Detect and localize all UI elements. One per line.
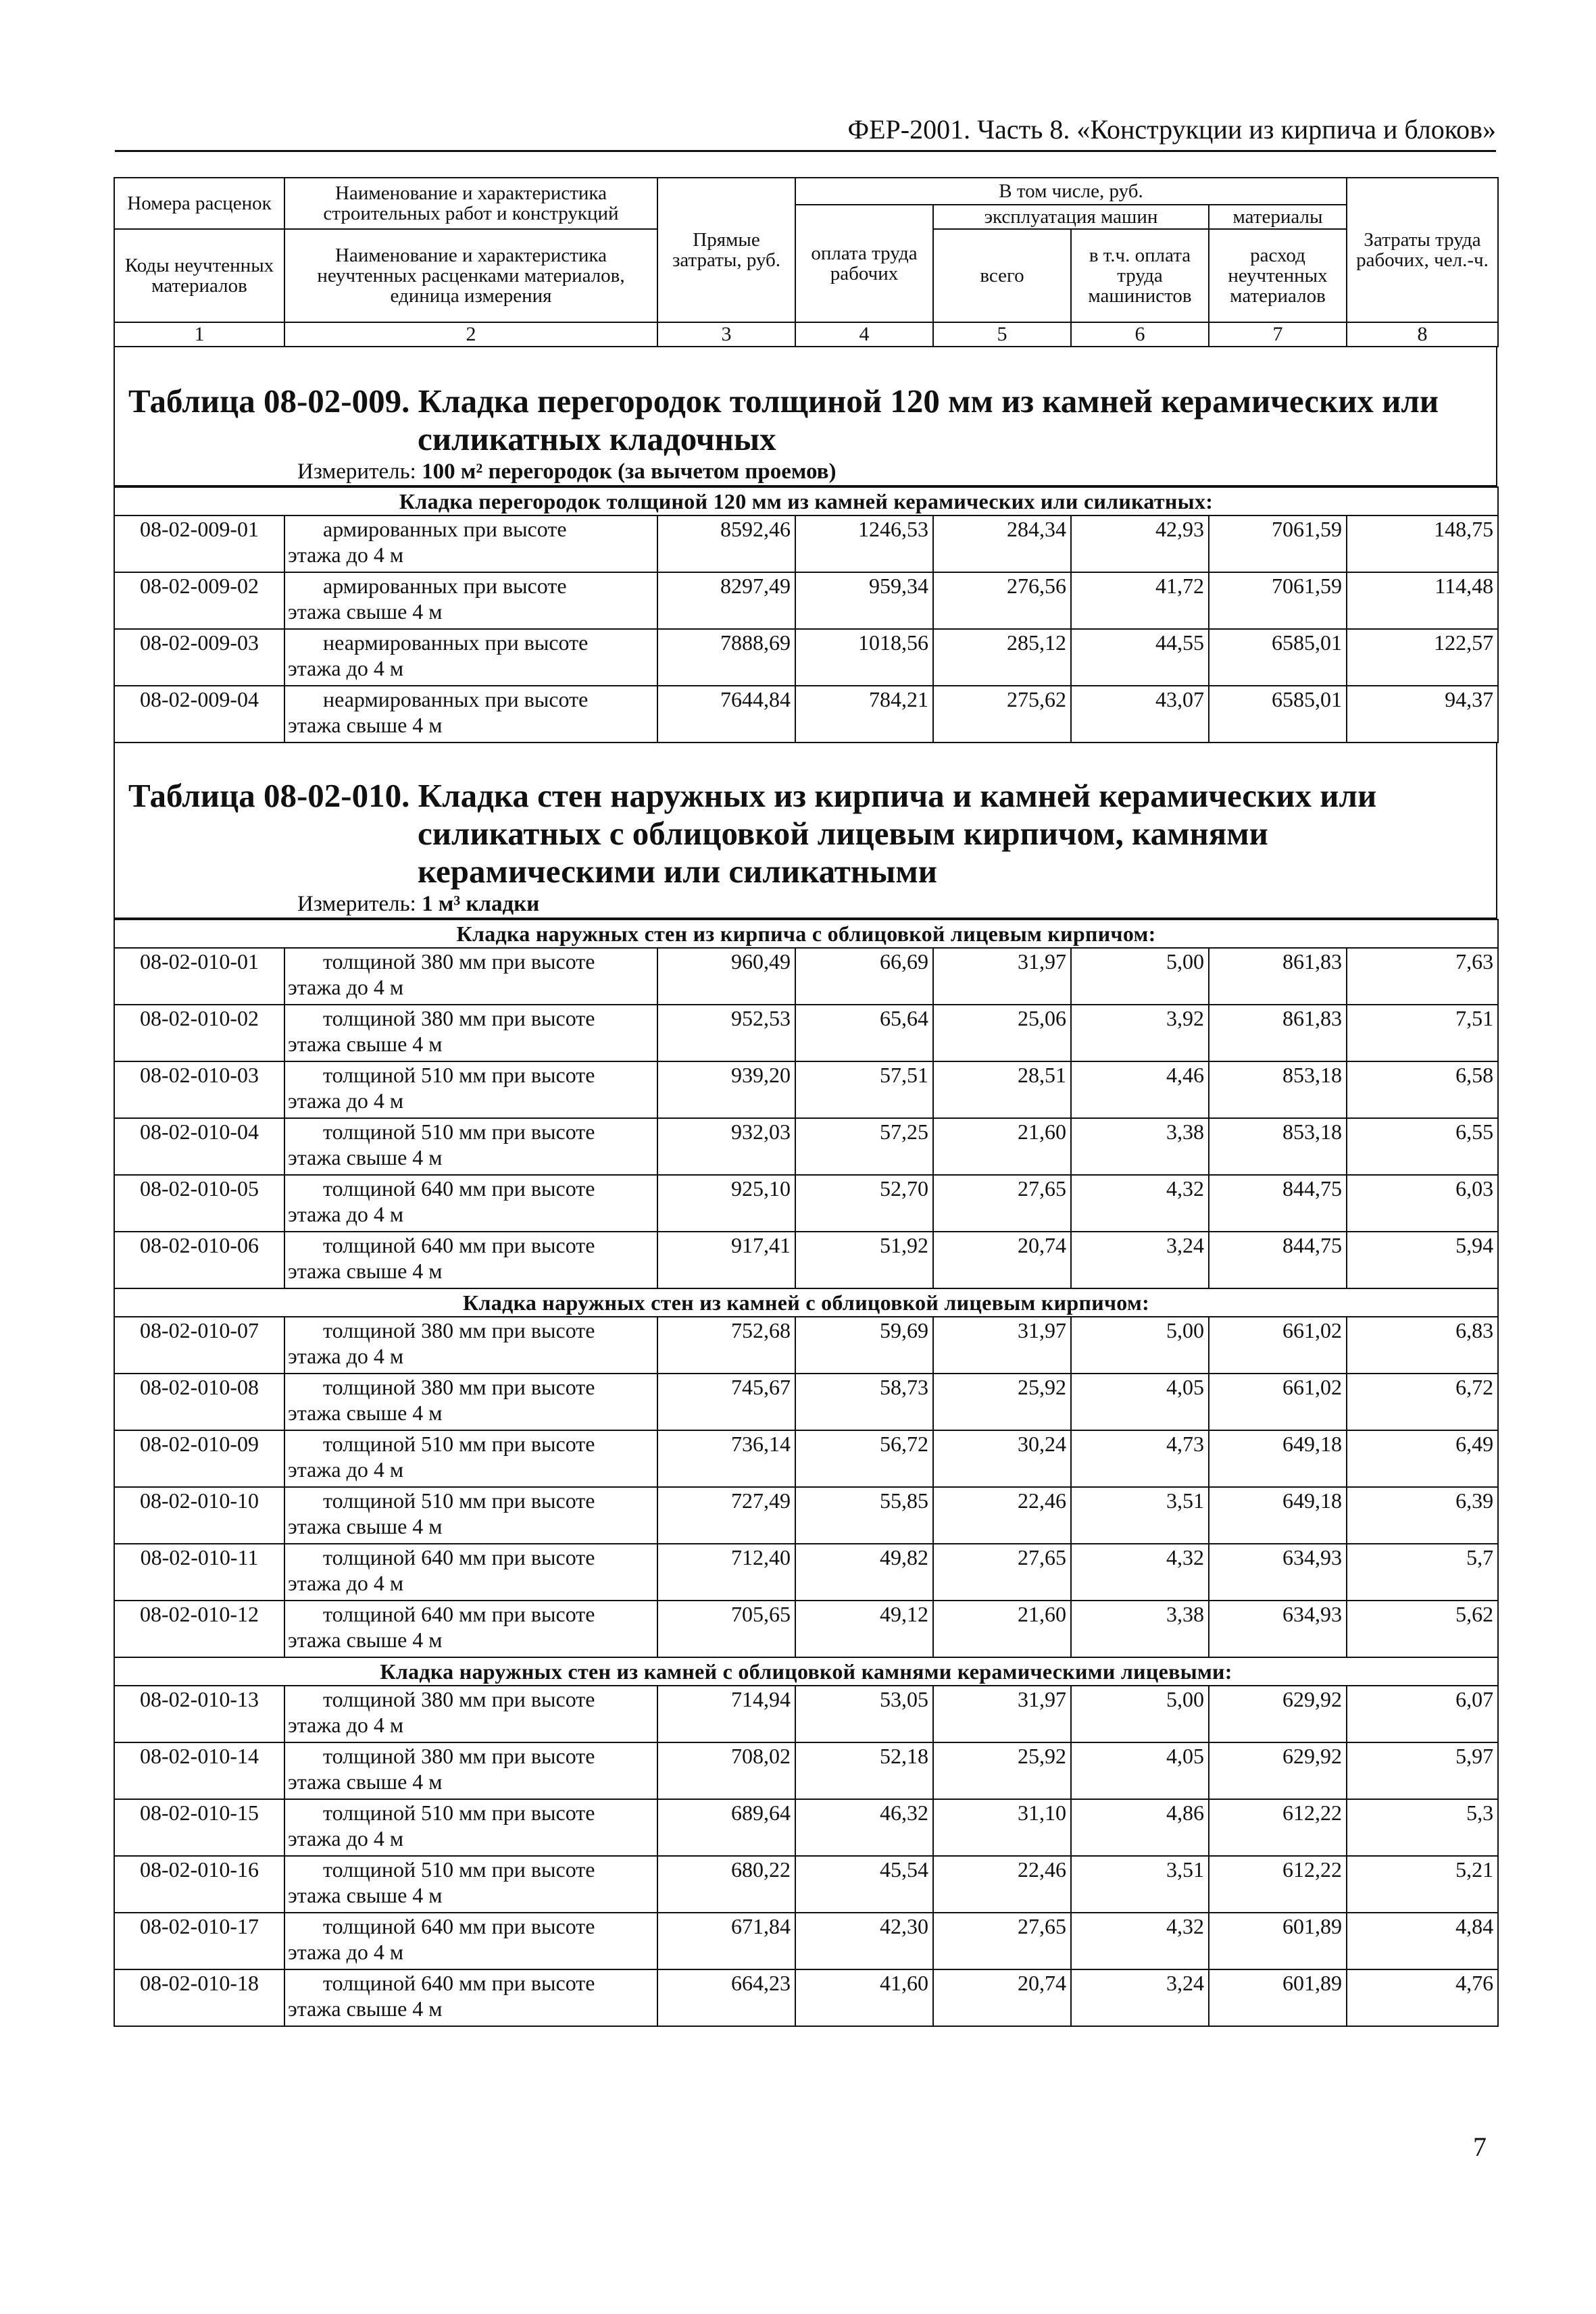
work-description <box>284 1913 657 1969</box>
labor-pay-value: 1018,56 <box>795 629 933 686</box>
labor-pay-value: 57,25 <box>795 1118 933 1175</box>
machines-total-value: 275,62 <box>933 686 1071 743</box>
work-description-line: этажа до 4 м <box>288 1571 404 1595</box>
material-usage-value: 629,92 <box>1209 1742 1347 1799</box>
direct-costs-value: 736,14 <box>657 1430 795 1487</box>
work-description <box>284 515 657 572</box>
direct-costs-value: 8297,49 <box>657 572 795 629</box>
material-usage-value: 844,75 <box>1209 1175 1347 1232</box>
machines-total-value: 20,74 <box>933 1232 1071 1288</box>
work-description <box>284 1374 657 1430</box>
work-description <box>284 629 657 686</box>
labor-hours-value: 148,75 <box>1347 515 1498 572</box>
work-description-line: этажа свыше 4 м <box>288 1032 443 1056</box>
work-description-line: толщиной 380 мм при высоте <box>323 1375 595 1399</box>
rate-code: 08-02-010-03 <box>114 1061 284 1118</box>
work-description-line: этажа свыше 4 м <box>288 713 443 737</box>
header-work-name: Наименование и характеристика строительных работ и конструкций <box>284 178 657 229</box>
machines-total-value: 30,24 <box>933 1430 1071 1487</box>
labor-pay-value: 49,82 <box>795 1544 933 1601</box>
direct-costs-value: 708,02 <box>657 1742 795 1799</box>
work-description-line: этажа свыше 4 м <box>288 1628 443 1652</box>
machinists-pay-value: 42,93 <box>1071 515 1209 572</box>
rate-code: 08-02-010-17 <box>114 1913 284 1969</box>
rate-code: 08-02-010-06 <box>114 1232 284 1288</box>
work-description <box>284 1317 657 1374</box>
header-rule <box>115 150 1496 152</box>
group-header-row <box>114 920 1498 948</box>
header-materials: материалы <box>1209 205 1347 229</box>
work-description-line: толщиной 380 мм при высоте <box>323 1318 595 1342</box>
labor-hours-value: 6,83 <box>1347 1317 1498 1374</box>
labor-hours-value: 114,48 <box>1347 572 1498 629</box>
rate-code: 08-02-010-15 <box>114 1799 284 1856</box>
labor-hours-value: 5,94 <box>1347 1232 1498 1288</box>
labor-hours-value: 6,07 <box>1347 1686 1498 1742</box>
direct-costs-value: 680,22 <box>657 1856 795 1913</box>
labor-pay-value: 55,85 <box>795 1487 933 1544</box>
work-description-line: этажа до 4 м <box>288 975 404 999</box>
machines-total-value: 276,56 <box>933 572 1071 629</box>
work-description-line: толщиной 380 мм при высоте <box>323 1744 595 1768</box>
work-description-line: толщиной 640 мм при высоте <box>323 1545 595 1569</box>
labor-pay-value: 57,51 <box>795 1061 933 1118</box>
machinists-pay-value: 5,00 <box>1071 1686 1209 1742</box>
work-description <box>284 1430 657 1487</box>
machinists-pay-value: 4,32 <box>1071 1175 1209 1232</box>
table-row <box>114 515 1498 572</box>
table-row <box>114 629 1498 686</box>
table-row <box>114 1856 1498 1913</box>
work-description <box>284 1686 657 1742</box>
direct-costs-value: 727,49 <box>657 1487 795 1544</box>
material-usage-value: 861,83 <box>1209 1005 1347 1061</box>
direct-costs-value: 960,49 <box>657 948 795 1005</box>
rate-code: 08-02-010-18 <box>114 1969 284 2026</box>
rate-code: 08-02-010-08 <box>114 1374 284 1430</box>
meter-label: Измеритель: <box>297 459 416 484</box>
labor-pay-value: 46,32 <box>795 1799 933 1856</box>
table-row <box>114 1374 1498 1430</box>
rate-table <box>114 919 1499 2027</box>
machinists-pay-value: 4,32 <box>1071 1544 1209 1601</box>
direct-costs-value: 7888,69 <box>657 629 795 686</box>
direct-costs-value: 8592,46 <box>657 515 795 572</box>
rate-code: 08-02-009-01 <box>114 515 284 572</box>
work-description <box>284 1969 657 2026</box>
labor-pay-value: 42,30 <box>795 1913 933 1969</box>
running-header: ФЕР-2001. Часть 8. «Конструкции из кирпича и блоков» <box>847 114 1496 145</box>
labor-pay-value: 959,34 <box>795 572 933 629</box>
machinists-pay-value: 4,05 <box>1071 1742 1209 1799</box>
machinists-pay-value: 44,55 <box>1071 629 1209 686</box>
machinists-pay-value: 3,24 <box>1071 1969 1209 2026</box>
machinists-pay-value: 4,46 <box>1071 1061 1209 1118</box>
table-row <box>114 1686 1498 1742</box>
table-title-line: Таблица 08-02-010. Кладка стен наружных из кирпича и камней керамических или <box>128 777 1377 814</box>
machines-total-value: 25,06 <box>933 1005 1071 1061</box>
table-row <box>114 686 1498 743</box>
machinists-pay-value: 4,32 <box>1071 1913 1209 1969</box>
material-usage-value: 861,83 <box>1209 948 1347 1005</box>
labor-pay-value: 52,70 <box>795 1175 933 1232</box>
direct-costs-value: 689,64 <box>657 1799 795 1856</box>
header-machines: эксплуатация машин <box>933 205 1209 229</box>
table-title <box>115 777 1496 890</box>
rate-code: 08-02-010-09 <box>114 1430 284 1487</box>
table-title-line: Таблица 08-02-009. Кладка перегородок толщиной 120 мм из камней керамических или <box>128 382 1439 420</box>
column-number: 7 <box>1209 322 1347 347</box>
direct-costs-value: 952,53 <box>657 1005 795 1061</box>
meter-label: Измеритель: <box>297 892 416 916</box>
material-usage-value: 634,93 <box>1209 1601 1347 1657</box>
work-description-line: этажа до 4 м <box>288 1457 404 1482</box>
machinists-pay-value: 3,24 <box>1071 1232 1209 1288</box>
machinists-pay-value: 43,07 <box>1071 686 1209 743</box>
machines-total-value: 27,65 <box>933 1175 1071 1232</box>
header-material-codes: Коды неучтенных материалов <box>114 229 284 322</box>
rate-code: 08-02-010-14 <box>114 1742 284 1799</box>
rate-code: 08-02-009-04 <box>114 686 284 743</box>
machinists-pay-value: 4,73 <box>1071 1430 1209 1487</box>
table-row <box>114 1232 1498 1288</box>
machines-total-value: 27,65 <box>933 1544 1071 1601</box>
material-usage-value: 601,89 <box>1209 1969 1347 2026</box>
labor-pay-value: 66,69 <box>795 948 933 1005</box>
machines-total-value: 284,34 <box>933 515 1071 572</box>
material-usage-value: 844,75 <box>1209 1232 1347 1288</box>
machines-total-value: 31,97 <box>933 1317 1071 1374</box>
machines-total-value: 31,97 <box>933 948 1071 1005</box>
work-description-line: толщиной 510 мм при высоте <box>323 1488 595 1513</box>
table-row <box>114 1601 1498 1657</box>
work-description <box>284 686 657 743</box>
rate-code: 08-02-010-12 <box>114 1601 284 1657</box>
work-description-line: толщиной 510 мм при высоте <box>323 1063 595 1087</box>
machinists-pay-value: 4,86 <box>1071 1799 1209 1856</box>
table-meter <box>115 890 1496 917</box>
labor-pay-value: 1246,53 <box>795 515 933 572</box>
material-usage-value: 6585,01 <box>1209 629 1347 686</box>
work-description-line: толщиной 380 мм при высоте <box>323 949 595 974</box>
work-description-line: толщиной 640 мм при высоте <box>323 1176 595 1201</box>
table-row <box>114 1430 1498 1487</box>
machinists-pay-value: 5,00 <box>1071 948 1209 1005</box>
labor-pay-value: 58,73 <box>795 1374 933 1430</box>
work-description-line: этажа свыше 4 м <box>288 1883 443 1907</box>
work-description <box>284 1856 657 1913</box>
table-row <box>114 572 1498 629</box>
direct-costs-value: 712,40 <box>657 1544 795 1601</box>
direct-costs-value: 752,68 <box>657 1317 795 1374</box>
work-description-line: этажа свыше 4 м <box>288 1996 443 2021</box>
table-title-line: силикатных кладочных <box>418 420 776 457</box>
page-number: 7 <box>1473 2132 1487 2162</box>
rate-code: 08-02-010-02 <box>114 1005 284 1061</box>
labor-hours-value: 5,97 <box>1347 1742 1498 1799</box>
work-description <box>284 572 657 629</box>
work-description-line: этажа до 4 м <box>288 543 404 567</box>
rate-code: 08-02-010-07 <box>114 1317 284 1374</box>
work-description-line: этажа свыше 4 м <box>288 1514 443 1538</box>
work-description-line: неармированных при высоте <box>323 630 589 655</box>
table-row <box>114 1742 1498 1799</box>
labor-hours-value: 7,51 <box>1347 1005 1498 1061</box>
header-material-name: Наименование и характеристика неучтенных расценками материалов, единица измерения <box>284 229 657 322</box>
material-usage-value: 649,18 <box>1209 1430 1347 1487</box>
table-row <box>114 1487 1498 1544</box>
direct-costs-value: 705,65 <box>657 1601 795 1657</box>
work-description <box>284 1118 657 1175</box>
work-description-line: толщиной 510 мм при высоте <box>323 1801 595 1825</box>
labor-hours-value: 5,7 <box>1347 1544 1498 1601</box>
header-including: В том числе, руб. <box>795 178 1347 205</box>
labor-pay-value: 53,05 <box>795 1686 933 1742</box>
work-description-line: этажа до 4 м <box>288 1088 404 1113</box>
rate-code: 08-02-010-16 <box>114 1856 284 1913</box>
direct-costs-value: 745,67 <box>657 1374 795 1430</box>
machines-total-value: 20,74 <box>933 1969 1071 2026</box>
work-description-line: толщиной 510 мм при высоте <box>323 1120 595 1144</box>
table-row <box>114 1544 1498 1601</box>
labor-hours-value: 6,55 <box>1347 1118 1498 1175</box>
work-description-line: этажа до 4 м <box>288 1713 404 1737</box>
direct-costs-value: 932,03 <box>657 1118 795 1175</box>
labor-pay-value: 59,69 <box>795 1317 933 1374</box>
labor-hours-value: 6,72 <box>1347 1374 1498 1430</box>
rate-code: 08-02-009-02 <box>114 572 284 629</box>
labor-pay-value: 52,18 <box>795 1742 933 1799</box>
work-description <box>284 1742 657 1799</box>
machines-total-value: 27,65 <box>933 1913 1071 1969</box>
labor-hours-value: 6,39 <box>1347 1487 1498 1544</box>
header-material-usage: расход неучтенных материалов <box>1209 229 1347 322</box>
work-description-line: этажа свыше 4 м <box>288 1145 443 1169</box>
direct-costs-value: 7644,84 <box>657 686 795 743</box>
material-usage-value: 7061,59 <box>1209 515 1347 572</box>
machinists-pay-value: 4,05 <box>1071 1374 1209 1430</box>
material-usage-value: 601,89 <box>1209 1913 1347 1969</box>
labor-hours-value: 122,57 <box>1347 629 1498 686</box>
header-machines-total: всего <box>933 229 1071 322</box>
rate-code: 08-02-010-13 <box>114 1686 284 1742</box>
direct-costs-value: 939,20 <box>657 1061 795 1118</box>
table-row <box>114 1799 1498 1856</box>
work-description-line: этажа до 4 м <box>288 656 404 680</box>
work-description-line: этажа до 4 м <box>288 1202 404 1226</box>
group-header: Кладка перегородок толщиной 120 мм из камней керамических или силикатных: <box>114 487 1498 515</box>
work-description-line: этажа до 4 м <box>288 1344 404 1368</box>
labor-pay-value: 65,64 <box>795 1005 933 1061</box>
meter-value: 1 м³ кладки <box>422 892 540 916</box>
column-number: 5 <box>933 322 1071 347</box>
work-description <box>284 1232 657 1288</box>
machines-total-value: 31,10 <box>933 1799 1071 1856</box>
material-usage-value: 649,18 <box>1209 1487 1347 1544</box>
work-description-line: этажа до 4 м <box>288 1940 404 1964</box>
work-description-line: толщиной 640 мм при высоте <box>323 1233 595 1257</box>
labor-hours-value: 5,3 <box>1347 1799 1498 1856</box>
direct-costs-value: 714,94 <box>657 1686 795 1742</box>
group-header: Кладка наружных стен из кирпича с облицовкой лицевым кирпичом: <box>114 920 1498 948</box>
machinists-pay-value: 3,51 <box>1071 1856 1209 1913</box>
rate-table <box>114 486 1499 743</box>
machines-total-value: 22,46 <box>933 1856 1071 1913</box>
work-description-line: толщиной 510 мм при высоте <box>323 1432 595 1456</box>
header-rate-numbers: Номера расценок <box>114 178 284 229</box>
material-usage-value: 634,93 <box>1209 1544 1347 1601</box>
work-description-line: этажа до 4 м <box>288 1826 404 1851</box>
header-labor-pay: оплата труда рабочих <box>795 205 933 322</box>
table-title-block <box>114 743 1497 919</box>
machinists-pay-value: 3,38 <box>1071 1601 1209 1657</box>
work-description <box>284 948 657 1005</box>
work-description-line: толщиной 510 мм при высоте <box>323 1857 595 1882</box>
labor-hours-value: 6,03 <box>1347 1175 1498 1232</box>
work-description <box>284 1061 657 1118</box>
machinists-pay-value: 41,72 <box>1071 572 1209 629</box>
machines-total-value: 21,60 <box>933 1601 1071 1657</box>
group-header-row <box>114 487 1498 515</box>
group-header: Кладка наружных стен из камней с облицовкой камнями керамическими лицевыми: <box>114 1657 1498 1686</box>
labor-hours-value: 6,58 <box>1347 1061 1498 1118</box>
machinists-pay-value: 3,38 <box>1071 1118 1209 1175</box>
table-row <box>114 948 1498 1005</box>
column-number: 2 <box>284 322 657 347</box>
machines-total-value: 22,46 <box>933 1487 1071 1544</box>
work-description-line: этажа свыше 4 м <box>288 1401 443 1425</box>
material-usage-value: 629,92 <box>1209 1686 1347 1742</box>
column-number: 6 <box>1071 322 1209 347</box>
column-number: 8 <box>1347 322 1498 347</box>
table-title-line: керамическими или силикатными <box>418 853 937 890</box>
work-description-line: неармированных при высоте <box>323 687 589 711</box>
rate-code: 08-02-010-05 <box>114 1175 284 1232</box>
direct-costs-value: 671,84 <box>657 1913 795 1969</box>
work-description <box>284 1799 657 1856</box>
rate-code: 08-02-009-03 <box>114 629 284 686</box>
machines-total-value: 285,12 <box>933 629 1071 686</box>
work-description-line: армированных при высоте <box>323 574 567 598</box>
material-usage-value: 853,18 <box>1209 1118 1347 1175</box>
direct-costs-value: 664,23 <box>657 1969 795 2026</box>
material-usage-value: 612,22 <box>1209 1856 1347 1913</box>
table-row <box>114 1175 1498 1232</box>
table-title-block <box>114 347 1497 486</box>
rate-tables <box>114 347 1497 2027</box>
table-row <box>114 1317 1498 1374</box>
work-description-line: толщиной 380 мм при высоте <box>323 1006 595 1030</box>
column-number: 3 <box>657 322 795 347</box>
machines-total-value: 28,51 <box>933 1061 1071 1118</box>
table-row <box>114 1913 1498 1969</box>
work-description-line: толщиной 640 мм при высоте <box>323 1971 595 1995</box>
work-description-line: этажа свыше 4 м <box>288 599 443 624</box>
header-machinists-pay: в т.ч. оплата труда машинистов <box>1071 229 1209 322</box>
labor-hours-value: 4,84 <box>1347 1913 1498 1969</box>
labor-hours-value: 6,49 <box>1347 1430 1498 1487</box>
machines-total-value: 25,92 <box>933 1742 1071 1799</box>
meter-value: 100 м² перегородок (за вычетом проемов) <box>422 459 837 484</box>
table-row <box>114 1969 1498 2026</box>
work-description <box>284 1005 657 1061</box>
material-usage-value: 661,02 <box>1209 1317 1347 1374</box>
machines-total-value: 31,97 <box>933 1686 1071 1742</box>
labor-hours-value: 5,21 <box>1347 1856 1498 1913</box>
material-usage-value: 612,22 <box>1209 1799 1347 1856</box>
direct-costs-value: 917,41 <box>657 1232 795 1288</box>
machines-total-value: 21,60 <box>933 1118 1071 1175</box>
machinists-pay-value: 3,51 <box>1071 1487 1209 1544</box>
material-usage-value: 7061,59 <box>1209 572 1347 629</box>
machines-total-value: 25,92 <box>933 1374 1071 1430</box>
rate-code: 08-02-010-11 <box>114 1544 284 1601</box>
column-number: 4 <box>795 322 933 347</box>
group-header: Кладка наружных стен из камней с облицовкой лицевым кирпичом: <box>114 1288 1498 1317</box>
labor-hours-value: 4,76 <box>1347 1969 1498 2026</box>
labor-hours-value: 5,62 <box>1347 1601 1498 1657</box>
header-labor-hours: Затраты труда рабочих, чел.-ч. <box>1347 178 1498 322</box>
material-usage-value: 661,02 <box>1209 1374 1347 1430</box>
work-description-line: толщиной 640 мм при высоте <box>323 1914 595 1938</box>
table-title-line: силикатных с облицовкой лицевым кирпичом, камнями <box>418 815 1268 852</box>
rate-code: 08-02-010-04 <box>114 1118 284 1175</box>
labor-pay-value: 41,60 <box>795 1969 933 2026</box>
work-description <box>284 1487 657 1544</box>
column-number: 1 <box>114 322 284 347</box>
rate-code: 08-02-010-10 <box>114 1487 284 1544</box>
work-description-line: толщиной 640 мм при высоте <box>323 1602 595 1626</box>
direct-costs-value: 925,10 <box>657 1175 795 1232</box>
machinists-pay-value: 3,92 <box>1071 1005 1209 1061</box>
labor-pay-value: 56,72 <box>795 1430 933 1487</box>
table-row <box>114 1061 1498 1118</box>
labor-pay-value: 45,54 <box>795 1856 933 1913</box>
labor-hours-value: 7,63 <box>1347 948 1498 1005</box>
labor-hours-value: 94,37 <box>1347 686 1498 743</box>
work-description <box>284 1601 657 1657</box>
table-row <box>114 1005 1498 1061</box>
column-header-table <box>114 177 1499 347</box>
material-usage-value: 853,18 <box>1209 1061 1347 1118</box>
rate-code: 08-02-010-01 <box>114 948 284 1005</box>
work-description <box>284 1544 657 1601</box>
labor-pay-value: 49,12 <box>795 1601 933 1657</box>
work-description-line: этажа свыше 4 м <box>288 1769 443 1794</box>
work-description-line: толщиной 380 мм при высоте <box>323 1687 595 1711</box>
work-description-line: армированных при высоте <box>323 517 567 541</box>
machinists-pay-value: 5,00 <box>1071 1317 1209 1374</box>
table-title <box>115 382 1496 458</box>
material-usage-value: 6585,01 <box>1209 686 1347 743</box>
labor-pay-value: 784,21 <box>795 686 933 743</box>
document-sheet <box>114 177 1497 2027</box>
work-description-line: этажа свыше 4 м <box>288 1259 443 1283</box>
table-row <box>114 1118 1498 1175</box>
table-meter <box>115 458 1496 485</box>
work-description <box>284 1175 657 1232</box>
group-header-row <box>114 1288 1498 1317</box>
header-direct-costs: Прямые затраты, руб. <box>657 178 795 322</box>
group-header-row <box>114 1657 1498 1686</box>
labor-pay-value: 51,92 <box>795 1232 933 1288</box>
